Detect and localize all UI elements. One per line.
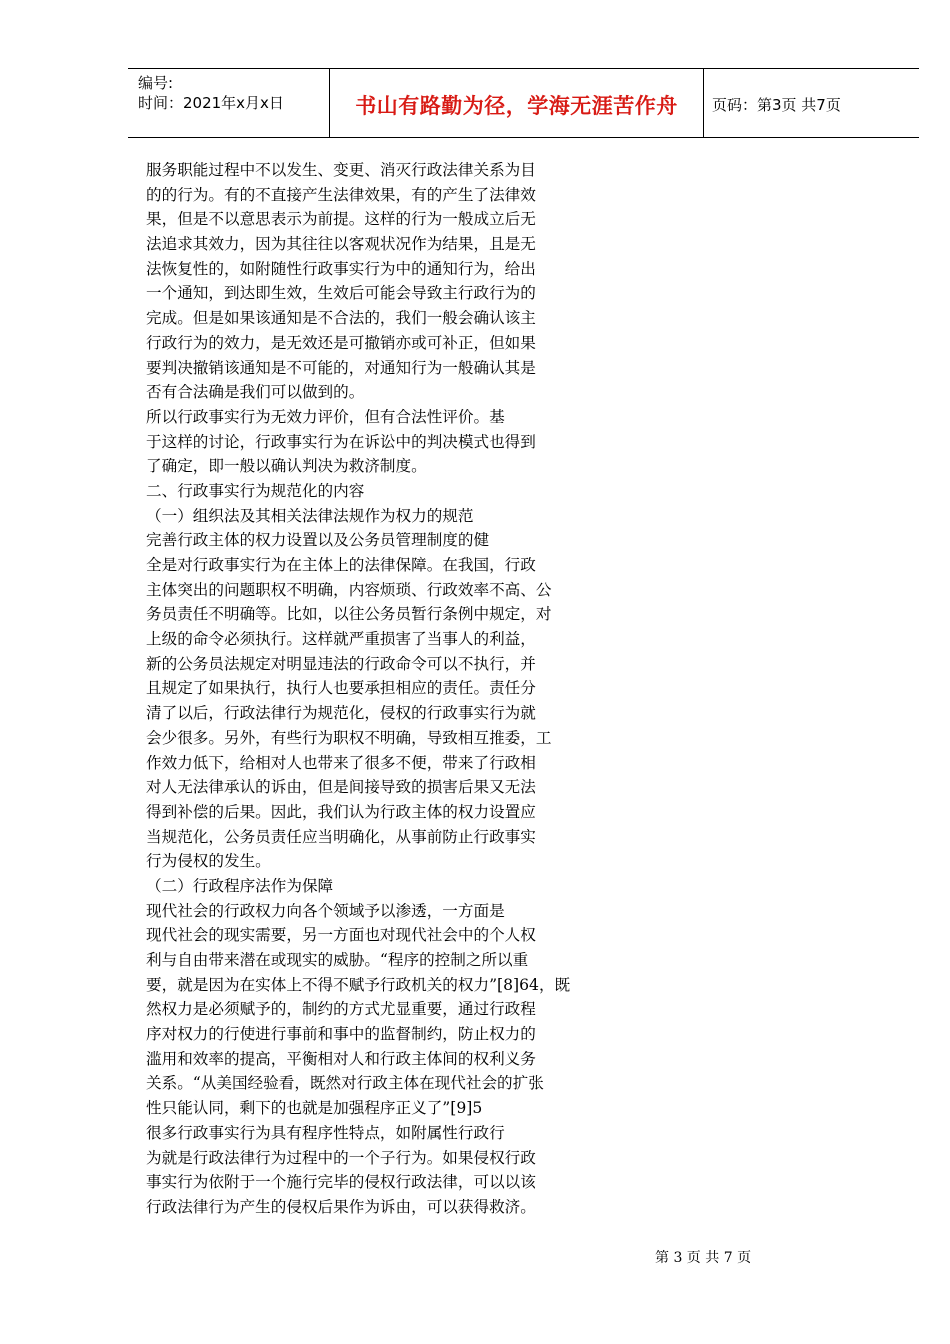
text-line: 序对权力的行使进行事前和事中的监督制约，防止权力的	[146, 1025, 536, 1044]
text-line: 法恢复性的，如附随性行政事实行为中的通知行为，给出	[146, 259, 536, 278]
text-line: 要，就是因为在实体上不得不赋予行政机关的权力”[8]64，既	[146, 975, 571, 994]
text-line: 利与自由带来潜在或现实的威胁。“程序的控制之所以重	[146, 951, 529, 969]
text-line: 全是对行政事实行为在主体上的法律保障。在我国，行政	[146, 556, 536, 574]
text-line: 服务职能过程中不以发生、变更、消灭行政法律关系为目	[146, 161, 536, 179]
text-line: 性只能认同，剩下的也就是加强程序正义了”[9]5	[146, 1099, 483, 1118]
text-line: 且规定了如果执行，执行人也要承担相应的责任。责任分	[146, 679, 536, 698]
text-line: 行为侵权的发生。	[146, 852, 271, 871]
text-line: 于这样的讨论，行政事实行为在诉讼中的判决模式也得到	[146, 432, 536, 451]
text-line: 滥用和效率的提高，平衡相对人和行政主体间的权利义务	[146, 1049, 536, 1068]
text-line: （二）行政程序法作为保障	[146, 876, 334, 895]
header-meta	[128, 69, 330, 137]
text-line: 二、行政事实行为规范化的内容	[146, 481, 365, 500]
text-line: 关系。“从美国经验看，既然对行政主体在现代社会的扩张	[146, 1074, 544, 1093]
text-line: 完成。但是如果该通知是不合法的，我们一般会确认该主	[146, 309, 536, 328]
text-line: 事实行为依附于一个施行完毕的侵权行政法律，可以以该	[146, 1173, 536, 1192]
text-line: 所以行政事实行为无效力评价，但有合法性评价。基	[146, 407, 505, 426]
text-line: 很多行政事实行为具有程序性特点，如附属性行政行	[146, 1123, 505, 1142]
text-line: 上级的命令必须执行。这样就严重损害了当事人的利益，	[146, 630, 536, 649]
text-line: 清了以后，行政法律行为规范化，侵权的行政事实行为就	[146, 704, 536, 723]
page-footer: 第 3 页 共 7 页	[655, 1250, 752, 1266]
text-line: 现代社会的行政权力向各个领域予以渗透，一方面是	[146, 901, 505, 920]
text-line: 的的行为。有的不直接产生法律效果，有的产生了法律效	[146, 185, 536, 204]
text-line: 否有合法确是我们可以做到的。	[146, 383, 365, 402]
document-number-label: 编号:	[138, 74, 174, 92]
text-line: 会少很多。另外，有些行为职权不明确，导致相互推委，工	[146, 728, 552, 747]
text-line: 一个通知，到达即生效，生效后可能会导致主行政行为的	[146, 284, 536, 303]
text-line: 为就是行政法律行为过程中的一个子行为。如果侵权行政	[146, 1148, 536, 1167]
text-line: 果，但是不以意思表示为前提。这样的行为一般成立后无	[146, 210, 536, 229]
text-line: 然权力是必须赋予的，制约的方式尤显重要，通过行政程	[146, 1000, 536, 1019]
document-body	[146, 158, 606, 1220]
page-header	[128, 68, 919, 138]
text-line: （一）组织法及其相关法律法规作为权力的规范	[146, 506, 474, 525]
text-line: 主体突出的问题职权不明确，内容烦琐、行政效率不高、公	[146, 580, 552, 599]
text-line: 了确定，即一般以确认判决为救济制度。	[146, 457, 427, 476]
text-line: 对人无法律承认的诉由，但是间接导致的损害后果又无法	[146, 778, 536, 797]
text-line: 完善行政主体的权力设置以及公务员管理制度的健	[146, 531, 490, 550]
text-line: 得到补偿的后果。因此，我们认为行政主体的权力设置应	[146, 802, 536, 821]
text-line: 现代社会的现实需要，另一方面也对现代社会中的个人权	[146, 926, 536, 945]
header-page-info: 页码：第3页 共7页	[712, 95, 841, 114]
text-line: 作效力低下，给相对人也带来了很多不便，带来了行政相	[146, 753, 536, 772]
header-motto: 书山有路勤为径，学海无涯苦作舟	[330, 69, 704, 137]
document-time-label: 时间：2021年x月x日	[138, 94, 284, 112]
text-line: 法追求其效力，因为其往往以客观状况作为结果，且是无	[146, 235, 536, 254]
text-line: 当规范化，公务员责任应当明确化，从事前防止行政事实	[146, 827, 536, 846]
text-line: 行政行为的效力，是无效还是可撤销亦或可补正，但如果	[146, 333, 536, 352]
text-line: 务员责任不明确等。比如，以往公务员暂行条例中规定，对	[146, 605, 552, 624]
text-line: 行政法律行为产生的侵权后果作为诉由，可以获得救济。	[146, 1197, 536, 1216]
text-line: 新的公务员法规定对明显违法的行政命令可以不执行，并	[146, 654, 536, 673]
text-line: 要判决撤销该通知是不可能的，对通知行为一般确认其是	[146, 358, 536, 377]
